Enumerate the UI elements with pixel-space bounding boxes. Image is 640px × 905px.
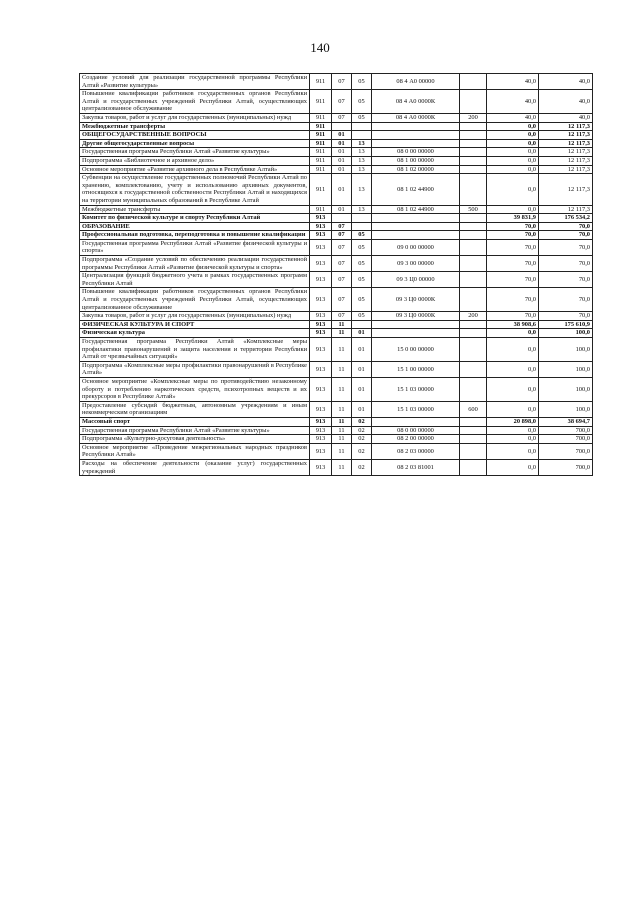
cell-target-article: 08 0 00 00000 <box>372 148 460 157</box>
cell-amount-year1: 0,0 <box>487 338 539 362</box>
table-row <box>80 256 593 272</box>
cell-admin-code: 911 <box>310 90 332 114</box>
cell-subsection-code: 05 <box>352 231 372 240</box>
cell-section-code <box>332 122 352 131</box>
cell-expense-type <box>460 148 487 157</box>
cell-section-code: 07 <box>332 222 352 231</box>
table-row <box>80 417 593 426</box>
cell-section-code: 11 <box>332 401 352 417</box>
cell-name: Предоставление субсидий бюджетным, автономным учреждениям и иным некоммерческим организациям <box>80 401 310 417</box>
cell-admin-code: 913 <box>310 256 332 272</box>
cell-subsection-code: 05 <box>352 90 372 114</box>
table-row <box>80 122 593 131</box>
cell-name: Закупка товаров, работ и услуг для государственных (муниципальных) нужд <box>80 312 310 321</box>
cell-section-code: 01 <box>332 156 352 165</box>
table-row <box>80 139 593 148</box>
cell-target-article <box>372 320 460 329</box>
cell-subsection-code: 05 <box>352 74 372 90</box>
table-row <box>80 148 593 157</box>
cell-target-article: 08 2 03 00000 <box>372 443 460 459</box>
cell-section-code: 07 <box>332 312 352 321</box>
cell-subsection-code <box>352 320 372 329</box>
cell-amount-year2: 70,0 <box>539 222 593 231</box>
cell-amount-year2: 100,0 <box>539 401 593 417</box>
cell-subsection-code: 13 <box>352 148 372 157</box>
cell-target-article <box>372 131 460 140</box>
cell-amount-year1: 0,0 <box>487 443 539 459</box>
cell-target-article: 08 1 02 44900 <box>372 174 460 205</box>
table-row <box>80 459 593 475</box>
cell-subsection-code <box>352 131 372 140</box>
page-number: 140 <box>310 40 330 55</box>
cell-subsection-code: 02 <box>352 426 372 435</box>
cell-amount-year2: 700,0 <box>539 443 593 459</box>
cell-name: Комитет по физической культуре и спорту Республики Алтай <box>80 214 310 223</box>
cell-amount-year2: 176 534,2 <box>539 214 593 223</box>
cell-amount-year2: 700,0 <box>539 459 593 475</box>
cell-target-article: 15 1 03 00000 <box>372 377 460 401</box>
cell-amount-year1: 40,0 <box>487 90 539 114</box>
cell-admin-code: 913 <box>310 361 332 377</box>
cell-section-code: 07 <box>332 288 352 312</box>
cell-section-code <box>332 214 352 223</box>
cell-amount-year1: 0,0 <box>487 122 539 131</box>
cell-admin-code: 913 <box>310 377 332 401</box>
cell-target-article: 09 3 Ц0 0000К <box>372 312 460 321</box>
cell-name: Межбюджетные трансферты <box>80 122 310 131</box>
cell-name: Повышение квалификации работников государственных органов Республики Алтай и государственных учреждений Республики Алтай, осуществляющих централизованное обслуживание <box>80 90 310 114</box>
table-row <box>80 435 593 444</box>
cell-section-code: 01 <box>332 131 352 140</box>
cell-amount-year1: 39 831,9 <box>487 214 539 223</box>
cell-target-article: 15 1 03 00000 <box>372 401 460 417</box>
cell-target-article: 08 2 03 81001 <box>372 459 460 475</box>
cell-expense-type <box>460 320 487 329</box>
cell-subsection-code: 01 <box>352 401 372 417</box>
cell-section-code: 11 <box>332 417 352 426</box>
cell-section-code: 07 <box>332 256 352 272</box>
cell-target-article <box>372 122 460 131</box>
cell-admin-code: 913 <box>310 288 332 312</box>
cell-expense-type <box>460 443 487 459</box>
cell-target-article: 08 0 00 00000 <box>372 426 460 435</box>
cell-amount-year2: 40,0 <box>539 74 593 90</box>
cell-section-code: 11 <box>332 377 352 401</box>
cell-expense-type <box>460 256 487 272</box>
cell-amount-year1: 0,0 <box>487 426 539 435</box>
cell-admin-code: 913 <box>310 312 332 321</box>
cell-admin-code: 911 <box>310 156 332 165</box>
cell-admin-code: 913 <box>310 417 332 426</box>
cell-amount-year1: 0,0 <box>487 139 539 148</box>
table-row <box>80 401 593 417</box>
cell-amount-year2: 70,0 <box>539 239 593 255</box>
cell-amount-year1: 40,0 <box>487 74 539 90</box>
cell-name: Межбюджетные трансферты <box>80 205 310 214</box>
cell-amount-year2: 700,0 <box>539 426 593 435</box>
cell-amount-year2: 12 117,3 <box>539 174 593 205</box>
cell-expense-type: 200 <box>460 113 487 122</box>
cell-expense-type <box>460 90 487 114</box>
cell-amount-year2: 70,0 <box>539 288 593 312</box>
table-row <box>80 239 593 255</box>
cell-expense-type <box>460 288 487 312</box>
cell-subsection-code: 05 <box>352 312 372 321</box>
cell-subsection-code: 02 <box>352 435 372 444</box>
cell-subsection-code: 13 <box>352 139 372 148</box>
table-row <box>80 443 593 459</box>
cell-amount-year1: 70,0 <box>487 256 539 272</box>
cell-admin-code: 913 <box>310 459 332 475</box>
cell-amount-year2: 38 694,7 <box>539 417 593 426</box>
cell-admin-code: 913 <box>310 214 332 223</box>
cell-target-article: 08 4 А0 0000К <box>372 113 460 122</box>
cell-expense-type <box>460 74 487 90</box>
cell-name: Подпрограмма «Библиотечное и архивное дело» <box>80 156 310 165</box>
cell-amount-year2: 12 117,3 <box>539 139 593 148</box>
cell-admin-code: 911 <box>310 139 332 148</box>
cell-name: Расходы на обеспечение деятельности (оказание услуг) государственных учреждений <box>80 459 310 475</box>
cell-amount-year1: 0,0 <box>487 174 539 205</box>
cell-amount-year1: 70,0 <box>487 312 539 321</box>
cell-target-article: 09 3 Ц0 00000 <box>372 272 460 288</box>
cell-amount-year2: 100,0 <box>539 329 593 338</box>
cell-section-code: 01 <box>332 174 352 205</box>
cell-expense-type <box>460 435 487 444</box>
cell-name: Другие общегосударственные вопросы <box>80 139 310 148</box>
cell-target-article: 08 1 00 00000 <box>372 156 460 165</box>
table-row <box>80 113 593 122</box>
cell-expense-type <box>460 338 487 362</box>
cell-section-code: 11 <box>332 459 352 475</box>
cell-target-article <box>372 214 460 223</box>
table-row <box>80 231 593 240</box>
cell-amount-year2: 12 117,3 <box>539 148 593 157</box>
cell-expense-type <box>460 329 487 338</box>
cell-expense-type <box>460 165 487 174</box>
cell-amount-year1: 0,0 <box>487 459 539 475</box>
cell-section-code: 07 <box>332 239 352 255</box>
cell-subsection-code: 01 <box>352 377 372 401</box>
cell-target-article: 08 1 02 44900 <box>372 205 460 214</box>
cell-amount-year2: 12 117,3 <box>539 131 593 140</box>
cell-subsection-code: 13 <box>352 205 372 214</box>
cell-name: Физическая культура <box>80 329 310 338</box>
cell-expense-type <box>460 417 487 426</box>
cell-target-article <box>372 417 460 426</box>
cell-expense-type <box>460 459 487 475</box>
table-row <box>80 205 593 214</box>
cell-section-code: 11 <box>332 443 352 459</box>
table-row <box>80 174 593 205</box>
table-row <box>80 320 593 329</box>
cell-subsection-code: 01 <box>352 329 372 338</box>
cell-expense-type <box>460 131 487 140</box>
cell-section-code: 07 <box>332 74 352 90</box>
cell-amount-year1: 0,0 <box>487 131 539 140</box>
table-row <box>80 426 593 435</box>
cell-subsection-code: 13 <box>352 165 372 174</box>
table-row <box>80 90 593 114</box>
cell-subsection-code <box>352 222 372 231</box>
cell-amount-year1: 0,0 <box>487 148 539 157</box>
cell-subsection-code: 05 <box>352 256 372 272</box>
cell-target-article <box>372 222 460 231</box>
cell-amount-year1: 0,0 <box>487 156 539 165</box>
cell-amount-year1: 70,0 <box>487 222 539 231</box>
cell-name: Подпрограмма «Создание условий по обеспечению реализации государственной программы Республики Алтай «Развитие физической культуры и спорта» <box>80 256 310 272</box>
cell-name: Массовый спорт <box>80 417 310 426</box>
cell-admin-code: 913 <box>310 231 332 240</box>
table-row <box>80 74 593 90</box>
cell-expense-type <box>460 122 487 131</box>
cell-amount-year1: 0,0 <box>487 401 539 417</box>
table-body <box>80 74 593 476</box>
cell-target-article <box>372 139 460 148</box>
cell-section-code: 11 <box>332 435 352 444</box>
cell-name: Основное мероприятие «Развитие архивного дела в Республике Алтай» <box>80 165 310 174</box>
cell-amount-year1: 70,0 <box>487 288 539 312</box>
cell-section-code: 01 <box>332 165 352 174</box>
table-row <box>80 338 593 362</box>
cell-section-code: 07 <box>332 231 352 240</box>
cell-admin-code: 911 <box>310 122 332 131</box>
cell-target-article: 15 0 00 00000 <box>372 338 460 362</box>
cell-name: Подпрограмма «Культурно-досуговая деятельность» <box>80 435 310 444</box>
table-row <box>80 165 593 174</box>
cell-amount-year2: 70,0 <box>539 272 593 288</box>
cell-amount-year1: 0,0 <box>487 165 539 174</box>
cell-target-article: 08 2 00 00000 <box>372 435 460 444</box>
cell-admin-code: 913 <box>310 239 332 255</box>
cell-expense-type <box>460 272 487 288</box>
cell-subsection-code: 02 <box>352 459 372 475</box>
cell-target-article: 08 1 02 00000 <box>372 165 460 174</box>
cell-name: Основное мероприятие «Комплексные меры по противодействию незаконному обороту и потреблению наркотических средств, психотропных веществ и их прекурсоров в Республике Алтай» <box>80 377 310 401</box>
cell-expense-type <box>460 156 487 165</box>
cell-expense-type: 500 <box>460 205 487 214</box>
cell-section-code: 01 <box>332 139 352 148</box>
cell-name: ОБРАЗОВАНИЕ <box>80 222 310 231</box>
cell-amount-year1: 70,0 <box>487 231 539 240</box>
cell-target-article: 08 4 А0 0000К <box>372 90 460 114</box>
table-row <box>80 222 593 231</box>
cell-admin-code: 913 <box>310 401 332 417</box>
cell-subsection-code: 05 <box>352 113 372 122</box>
cell-target-article: 08 4 А0 00000 <box>372 74 460 90</box>
cell-name: Повышение квалификации работников государственных органов Республики Алтай и государственных учреждений Республики Алтай, осуществляющих централизованное обслуживание <box>80 288 310 312</box>
cell-expense-type: 600 <box>460 401 487 417</box>
cell-name: Государственная программа Республики Алтай «Комплексные меры профилактики правонарушений и защита населения и территории Республики Алтай от чрезвычайных ситуаций» <box>80 338 310 362</box>
cell-expense-type <box>460 361 487 377</box>
cell-amount-year2: 700,0 <box>539 435 593 444</box>
table-row <box>80 272 593 288</box>
cell-amount-year1: 0,0 <box>487 205 539 214</box>
cell-subsection-code <box>352 122 372 131</box>
cell-expense-type: 200 <box>460 312 487 321</box>
cell-admin-code: 913 <box>310 338 332 362</box>
cell-amount-year2: 70,0 <box>539 256 593 272</box>
cell-admin-code: 911 <box>310 205 332 214</box>
cell-amount-year1: 38 908,6 <box>487 320 539 329</box>
cell-name: ФИЗИЧЕСКАЯ КУЛЬТУРА И СПОРТ <box>80 320 310 329</box>
cell-amount-year2: 100,0 <box>539 377 593 401</box>
table-row <box>80 361 593 377</box>
cell-amount-year1: 0,0 <box>487 329 539 338</box>
cell-admin-code: 911 <box>310 148 332 157</box>
cell-name: ОБЩЕГОСУДАРСТВЕННЫЕ ВОПРОСЫ <box>80 131 310 140</box>
cell-target-article: 09 0 00 00000 <box>372 239 460 255</box>
table-row <box>80 131 593 140</box>
table-row <box>80 288 593 312</box>
cell-amount-year2: 70,0 <box>539 231 593 240</box>
cell-amount-year1: 40,0 <box>487 113 539 122</box>
cell-expense-type <box>460 377 487 401</box>
cell-subsection-code <box>352 214 372 223</box>
cell-admin-code: 913 <box>310 329 332 338</box>
cell-subsection-code: 13 <box>352 174 372 205</box>
cell-amount-year2: 12 117,3 <box>539 205 593 214</box>
cell-amount-year2: 70,0 <box>539 312 593 321</box>
cell-expense-type <box>460 174 487 205</box>
cell-admin-code: 913 <box>310 443 332 459</box>
cell-amount-year2: 12 117,3 <box>539 122 593 131</box>
cell-section-code: 07 <box>332 113 352 122</box>
cell-target-article: 15 1 00 00000 <box>372 361 460 377</box>
cell-admin-code: 911 <box>310 174 332 205</box>
cell-amount-year1: 20 898,0 <box>487 417 539 426</box>
cell-admin-code: 911 <box>310 113 332 122</box>
cell-expense-type <box>460 214 487 223</box>
cell-admin-code: 913 <box>310 320 332 329</box>
cell-amount-year2: 175 610,9 <box>539 320 593 329</box>
cell-name: Государственная программа Республики Алтай «Развитие культуры» <box>80 148 310 157</box>
cell-name: Профессиональная подготовка, переподготовка и повышение квалификации <box>80 231 310 240</box>
cell-amount-year1: 70,0 <box>487 272 539 288</box>
cell-amount-year1: 0,0 <box>487 435 539 444</box>
table-row <box>80 214 593 223</box>
cell-section-code: 07 <box>332 272 352 288</box>
cell-amount-year1: 0,0 <box>487 361 539 377</box>
cell-expense-type <box>460 426 487 435</box>
cell-target-article: 09 3 00 00000 <box>372 256 460 272</box>
cell-subsection-code: 05 <box>352 272 372 288</box>
cell-amount-year2: 40,0 <box>539 90 593 114</box>
cell-section-code: 11 <box>332 320 352 329</box>
cell-admin-code: 913 <box>310 222 332 231</box>
cell-target-article <box>372 231 460 240</box>
cell-section-code: 01 <box>332 205 352 214</box>
cell-section-code: 11 <box>332 361 352 377</box>
cell-admin-code: 911 <box>310 165 332 174</box>
cell-section-code: 11 <box>332 338 352 362</box>
cell-admin-code: 913 <box>310 272 332 288</box>
cell-subsection-code: 02 <box>352 443 372 459</box>
cell-amount-year2: 12 117,3 <box>539 156 593 165</box>
table-row <box>80 377 593 401</box>
cell-subsection-code: 01 <box>352 338 372 362</box>
cell-target-article: 09 3 Ц0 0000К <box>372 288 460 312</box>
cell-section-code: 11 <box>332 426 352 435</box>
cell-name: Подпрограмма «Комплексные меры профилактики правонарушений в Республике Алтай» <box>80 361 310 377</box>
cell-name: Централизация функций бюджетного учета в рамках государственных программ Республики Алтай <box>80 272 310 288</box>
table-row <box>80 156 593 165</box>
cell-admin-code: 911 <box>310 131 332 140</box>
cell-expense-type <box>460 222 487 231</box>
cell-name: Государственная программа Республики Алтай «Развитие культуры» <box>80 426 310 435</box>
cell-subsection-code: 01 <box>352 361 372 377</box>
cell-name: Основное мероприятие «Проведение межрегиональных народных праздников Республики Алтай» <box>80 443 310 459</box>
cell-amount-year1: 0,0 <box>487 377 539 401</box>
cell-expense-type <box>460 231 487 240</box>
cell-subsection-code: 02 <box>352 417 372 426</box>
cell-name: Государственная программа Республики Алтай «Развитие физической культуры и спорта» <box>80 239 310 255</box>
cell-name: Создание условий для реализации государственной программы Республики Алтай «Развитие культуры» <box>80 74 310 90</box>
cell-expense-type <box>460 139 487 148</box>
cell-amount-year2: 100,0 <box>539 338 593 362</box>
cell-admin-code: 913 <box>310 426 332 435</box>
table-row <box>80 312 593 321</box>
cell-target-article <box>372 329 460 338</box>
cell-subsection-code: 05 <box>352 239 372 255</box>
cell-name: Субвенции на осуществление государственных полномочий Республики Алтай по хранению, комплектованию, учету и использованию архивных документов, относящихся к государственной собственности Республики Алтай и находящихся на территории муниципальных образований в Республике Алтай <box>80 174 310 205</box>
cell-section-code: 01 <box>332 148 352 157</box>
cell-expense-type <box>460 239 487 255</box>
cell-admin-code: 913 <box>310 435 332 444</box>
cell-section-code: 07 <box>332 90 352 114</box>
cell-amount-year2: 40,0 <box>539 113 593 122</box>
table-row <box>80 329 593 338</box>
cell-admin-code: 911 <box>310 74 332 90</box>
cell-amount-year1: 70,0 <box>487 239 539 255</box>
cell-section-code: 11 <box>332 329 352 338</box>
cell-amount-year2: 12 117,3 <box>539 165 593 174</box>
cell-subsection-code: 05 <box>352 288 372 312</box>
cell-subsection-code: 13 <box>352 156 372 165</box>
cell-amount-year2: 100,0 <box>539 361 593 377</box>
budget-table <box>79 73 593 476</box>
cell-name: Закупка товаров, работ и услуг для государственных (муниципальных) нужд <box>80 113 310 122</box>
